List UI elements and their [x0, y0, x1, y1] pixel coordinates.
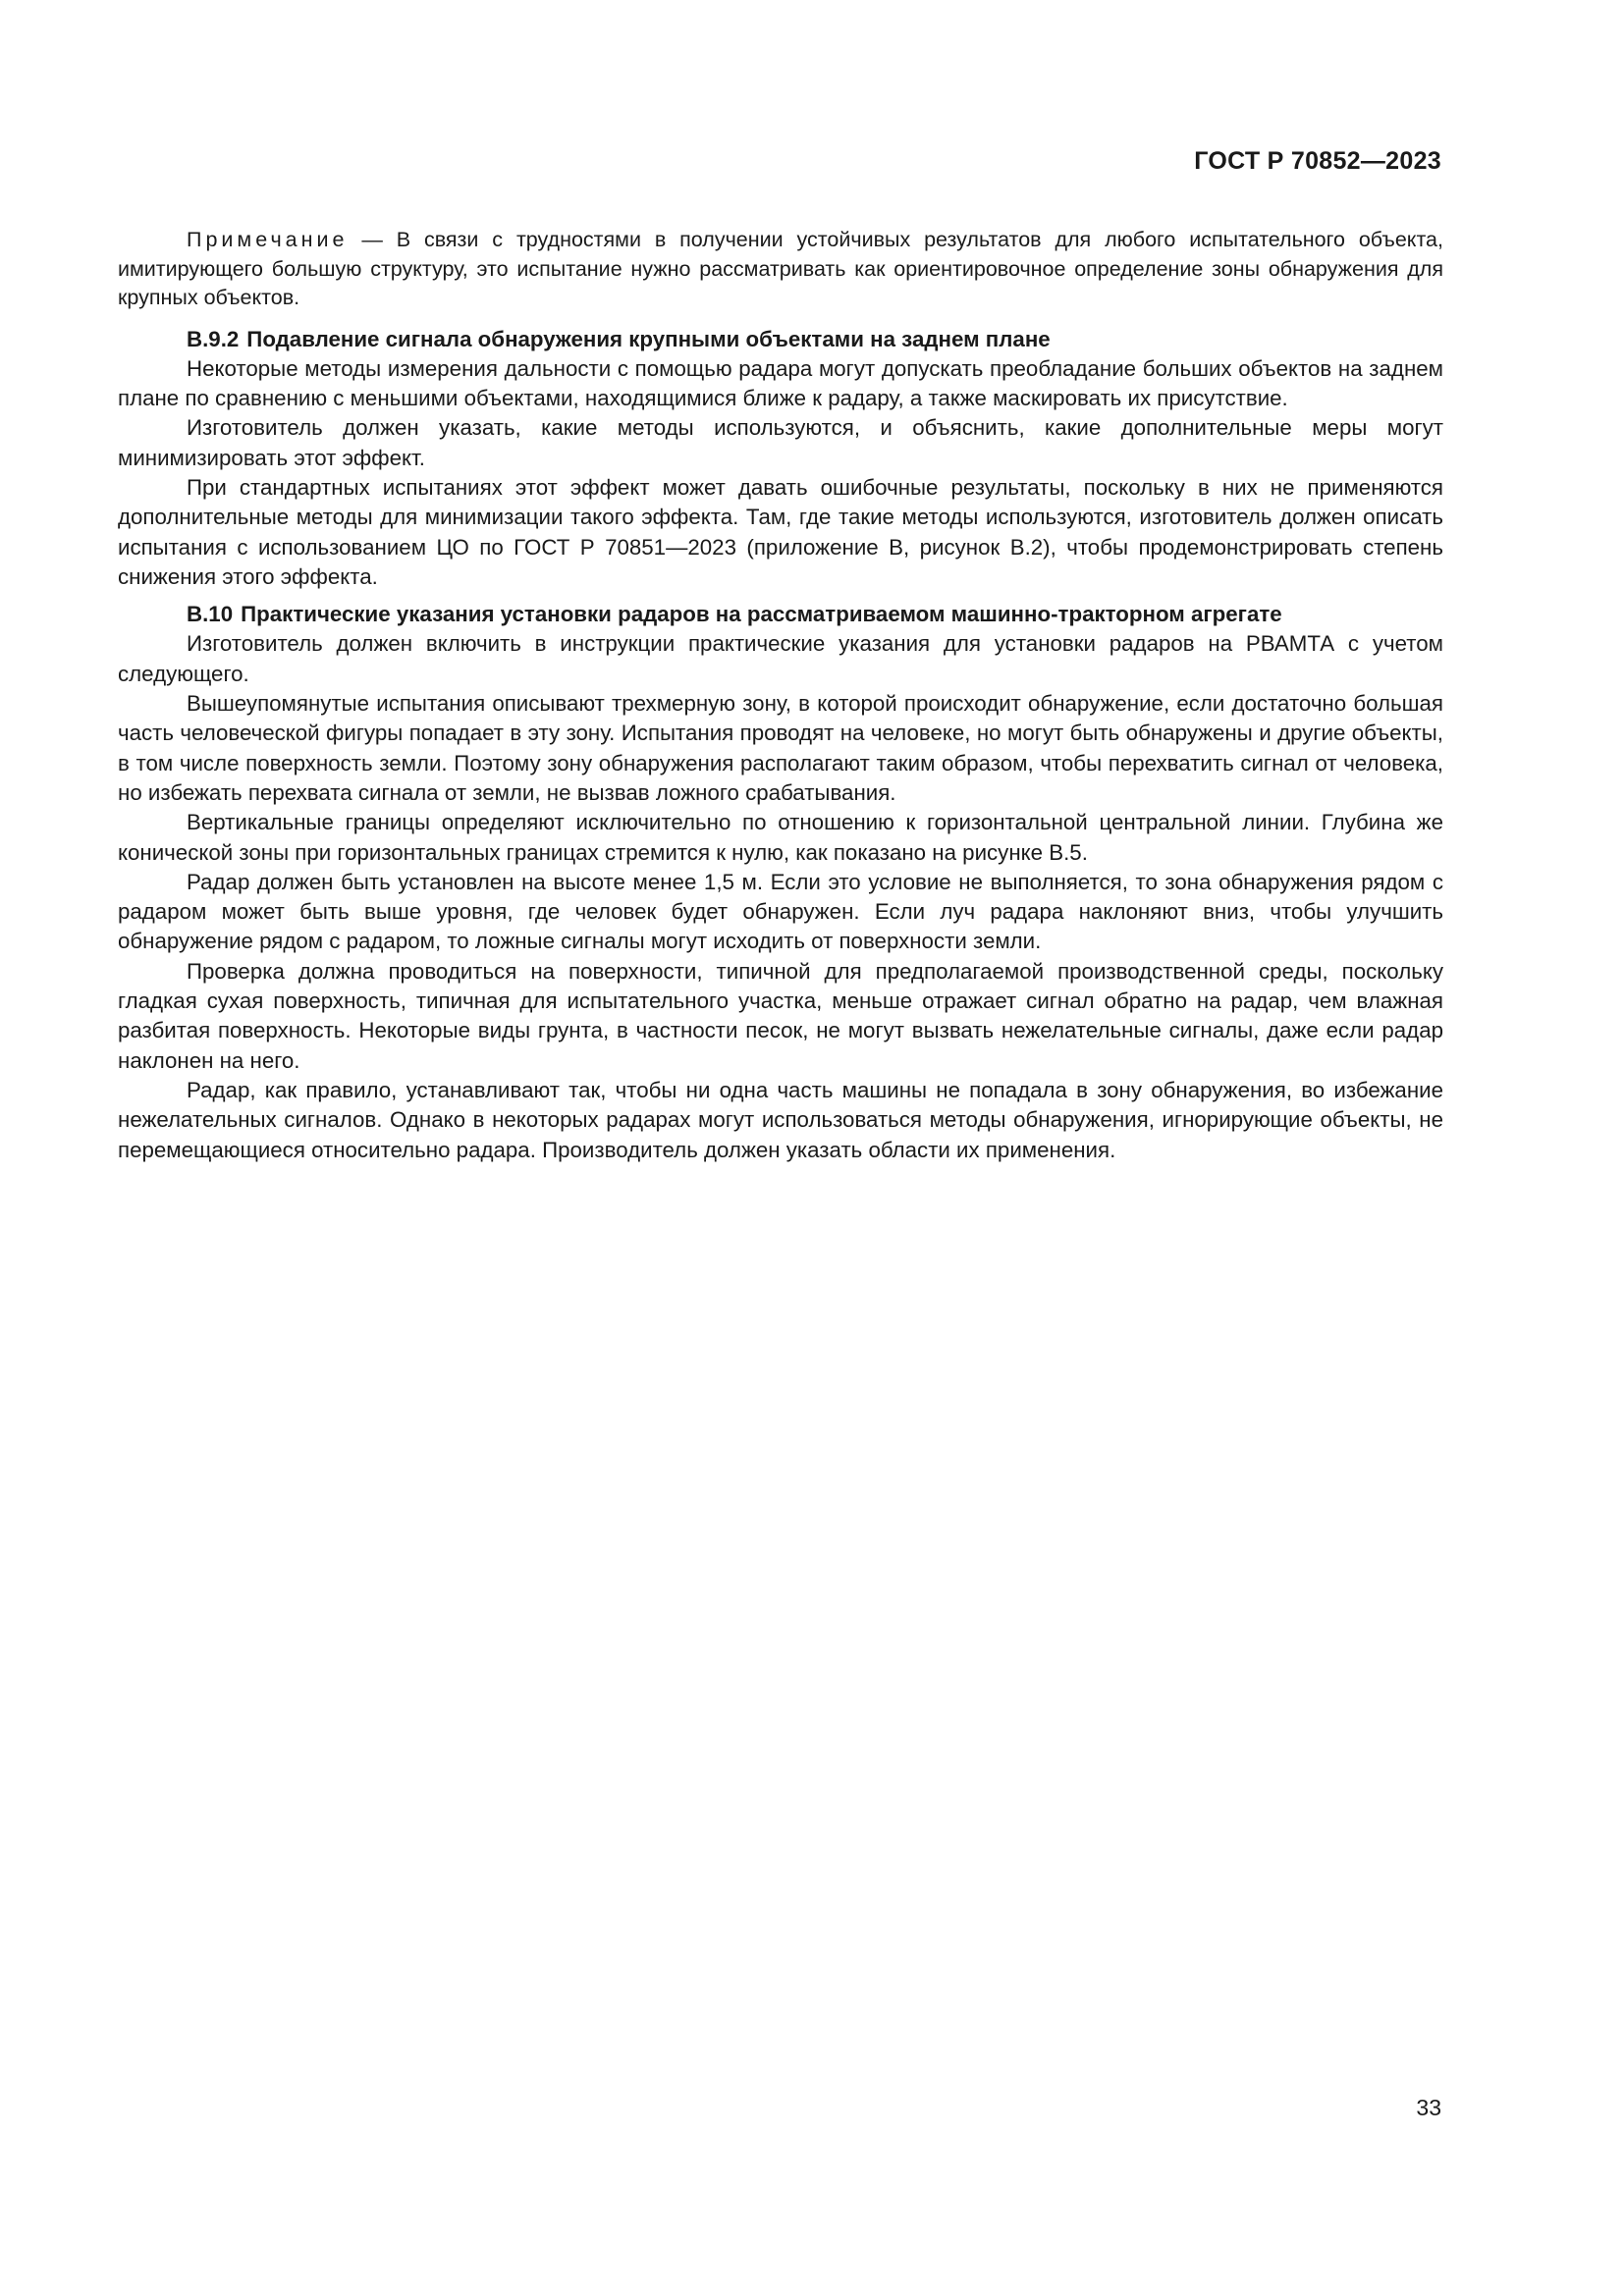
- section-number: В.9.2: [187, 326, 240, 351]
- paragraph: Вышеупомянутые испытания описывают трехмерную зону, в которой происходит обнаружение, если достаточно большая часть человеческой фигуры попадает в эту зону. Испытания проводят на человеке, но могут быть обнаружены и другие объекты, в том числе поверхность земли. Поэтому зону обнаружения располагают таким образом, чтобы перехватить сигнал от человека, но избежать перехвата сигнала от земли, не вызвав ложного срабатывания.: [118, 691, 1443, 805]
- section-title-text: Подавление сигнала обнаружения крупными объектами на заднем плане: [246, 326, 1051, 351]
- paragraph: При стандартных испытаниях этот эффект может давать ошибочные результаты, поскольку в них не применяются дополнительные методы для минимизации такого эффекта. Там, где такие методы используются, изготовитель должен описать испытания с использованием ЦО по ГОСТ Р 70851—2023 (приложение В, рисунок В.2), чтобы продемонстрировать степень снижения этого эффекта.: [118, 474, 1443, 589]
- page-content: [118, 226, 1443, 1165]
- section-number: В.10: [187, 602, 234, 627]
- section-title-text: Практические указания установки радаров на рассматриваемом машинно-тракторном агрегате: [241, 602, 1282, 627]
- note-paragraph: [118, 226, 1443, 313]
- paragraph: Изготовитель должен указать, какие методы используются, и объяснить, какие дополнительные меры могут минимизировать этот эффект.: [118, 415, 1443, 470]
- paragraph: Вертикальные границы определяют исключительно по отношению к горизонтальной центральной линии. Глубина же конической зоны при горизонтальных границах стремится к нулю, как показано на рисунке В.5.: [118, 810, 1443, 865]
- section-heading-b10: [118, 600, 1443, 629]
- page-number: 33: [1416, 2095, 1441, 2120]
- note-text: — В связи с трудностями в получении устойчивых результатов для любого испытательного объекта, имитирующего большую структуру, это испытание нужно рассматривать как ориентировочное определение зоны обнаружения для крупных объектов.: [118, 228, 1443, 309]
- note-label: Примечание: [187, 228, 349, 251]
- document-code-header: ГОСТ Р 70852—2023: [1194, 147, 1441, 175]
- section-heading-b9-2: [118, 325, 1443, 354]
- paragraph: Проверка должна проводиться на поверхности, типичной для предполагаемой производственной среды, поскольку гладкая сухая поверхность, типичная для испытательного участка, меньше отражает сигнал обратно на радар, чем влажная разбитая поверхность. Некоторые виды грунта, в частности песок, не могут вызвать нежелательные сигналы, даже если радар наклонен на него.: [118, 958, 1443, 1073]
- paragraph: Некоторые методы измерения дальности с помощью радара могут допускать преобладание больших объектов на заднем плане по сравнению с меньшими объектами, находящимися ближе к радару, а также маскировать их присутствие.: [118, 355, 1443, 411]
- paragraph: Радар, как правило, устанавливают так, чтобы ни одна часть машины не попадала в зону обнаружения, во избежание нежелательных сигналов. Однако в некоторых радарах могут использоваться методы обнаружения, игнорирующие объекты, не перемещающиеся относительно радара. Производитель должен указать области их применения.: [118, 1077, 1443, 1162]
- paragraph: Радар должен быть установлен на высоте менее 1,5 м. Если это условие не выполняется, то зона обнаружения рядом с радаром может быть выше уровня, где человек будет обнаружен. Если луч радара наклоняют вниз, чтобы улучшить обнаружение рядом с радаром, то ложные сигналы могут исходить от поверхности земли.: [118, 869, 1443, 954]
- paragraph: Изготовитель должен включить в инструкции практические указания для установки радаров на РВАМТА с учетом следующего.: [118, 631, 1443, 686]
